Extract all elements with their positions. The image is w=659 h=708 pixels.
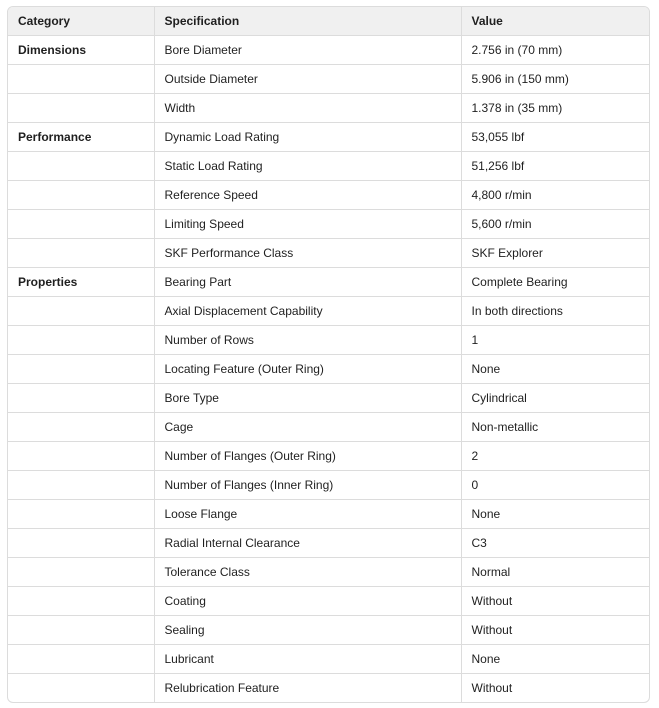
- cell-category: [8, 499, 154, 528]
- table-row: [8, 470, 649, 499]
- cell-specification: Reference Speed: [154, 180, 461, 209]
- cell-specification: Number of Rows: [154, 325, 461, 354]
- cell-category: [8, 325, 154, 354]
- cell-value: Cylindrical: [461, 383, 649, 412]
- cell-specification: Bore Type: [154, 383, 461, 412]
- table-row: [8, 325, 649, 354]
- table-row: [8, 673, 649, 702]
- cell-specification: Outside Diameter: [154, 64, 461, 93]
- cell-specification: Axial Displacement Capability: [154, 296, 461, 325]
- cell-value: None: [461, 644, 649, 673]
- cell-category: [8, 180, 154, 209]
- cell-specification: Relubrication Feature: [154, 673, 461, 702]
- cell-value: None: [461, 354, 649, 383]
- cell-category: [8, 528, 154, 557]
- cell-value: Without: [461, 586, 649, 615]
- table-row: [8, 64, 649, 93]
- cell-value: Normal: [461, 557, 649, 586]
- cell-specification: Radial Internal Clearance: [154, 528, 461, 557]
- cell-specification: Coating: [154, 586, 461, 615]
- cell-category: [8, 470, 154, 499]
- cell-category: [8, 64, 154, 93]
- cell-value: 5.906 in (150 mm): [461, 64, 649, 93]
- table-row: [8, 644, 649, 673]
- spec-table-container: [7, 6, 650, 703]
- cell-value: 53,055 lbf: [461, 122, 649, 151]
- table-row: [8, 209, 649, 238]
- table-row: [8, 122, 649, 151]
- cell-category: [8, 354, 154, 383]
- cell-specification: Limiting Speed: [154, 209, 461, 238]
- header-category: Category: [8, 7, 154, 35]
- cell-specification: Tolerance Class: [154, 557, 461, 586]
- cell-category: [8, 296, 154, 325]
- table-row: [8, 267, 649, 296]
- cell-specification: Static Load Rating: [154, 151, 461, 180]
- header-specification: Specification: [154, 7, 461, 35]
- cell-value: Without: [471, 680, 513, 695]
- table-row: [8, 441, 649, 470]
- table-row: [8, 354, 649, 383]
- cell-value: 51,256 lbf: [461, 151, 649, 180]
- table-row: [8, 557, 649, 586]
- table-row: [8, 499, 649, 528]
- cell-category: [8, 644, 154, 673]
- cell-category: [8, 151, 154, 180]
- spec-table: [8, 7, 649, 702]
- header-row: [8, 7, 649, 35]
- cell-category: [8, 441, 154, 470]
- cell-category: [8, 93, 154, 122]
- table-row: [8, 238, 649, 267]
- cell-specification: Number of Flanges (Outer Ring): [154, 441, 461, 470]
- cell-value: 0: [461, 470, 649, 499]
- cell-specification: Loose Flange: [154, 499, 461, 528]
- cell-category: [8, 238, 154, 267]
- cell-value: 1.378 in (35 mm): [461, 93, 649, 122]
- cell-category: Performance: [8, 122, 154, 151]
- table-row: [8, 180, 649, 209]
- cell-category: [8, 615, 154, 644]
- table-row: [8, 93, 649, 122]
- cell-specification: Dynamic Load Rating: [154, 122, 461, 151]
- cell-value: SKF Explorer: [461, 238, 649, 267]
- cell-category: [8, 557, 154, 586]
- cell-value: C3: [461, 528, 649, 557]
- cell-value: 2.756 in (70 mm): [461, 35, 649, 64]
- header-value: Value: [461, 7, 649, 35]
- table-row: [8, 412, 649, 441]
- table-row: [8, 296, 649, 325]
- cell-specification: Sealing: [154, 615, 461, 644]
- cell-value: 4,800 r/min: [461, 180, 649, 209]
- cell-category: [8, 586, 154, 615]
- cell-value: 5,600 r/min: [461, 209, 649, 238]
- cell-specification: Width: [154, 93, 461, 122]
- table-row: [8, 528, 649, 557]
- cell-value: In both directions: [461, 296, 649, 325]
- cell-specification: Locating Feature (Outer Ring): [154, 354, 461, 383]
- cell-category: [8, 673, 154, 702]
- cell-category: Dimensions: [8, 35, 154, 64]
- cell-value: None: [461, 499, 649, 528]
- table-row: [8, 151, 649, 180]
- cell-category: [8, 383, 154, 412]
- table-row: [8, 383, 649, 412]
- cell-value: Without: [461, 615, 649, 644]
- table-row: [8, 615, 649, 644]
- cell-value: 2: [461, 441, 649, 470]
- cell-specification: Cage: [154, 412, 461, 441]
- cell-value: Non-metallic: [461, 412, 649, 441]
- cell-specification: Bearing Part: [154, 267, 461, 296]
- cell-value: 1: [461, 325, 649, 354]
- table-row: [8, 35, 649, 64]
- cell-specification: Bore Diameter: [154, 35, 461, 64]
- table-body: [8, 35, 649, 702]
- table-header: [8, 7, 649, 35]
- cell-specification: Lubricant: [154, 644, 461, 673]
- table-row: [8, 586, 649, 615]
- cell-category: Properties: [8, 267, 154, 296]
- cell-specification: Number of Flanges (Inner Ring): [154, 470, 461, 499]
- cell-category: [8, 209, 154, 238]
- cell-value: Complete Bearing: [461, 267, 649, 296]
- cell-specification: SKF Performance Class: [154, 238, 461, 267]
- cell-category: [8, 412, 154, 441]
